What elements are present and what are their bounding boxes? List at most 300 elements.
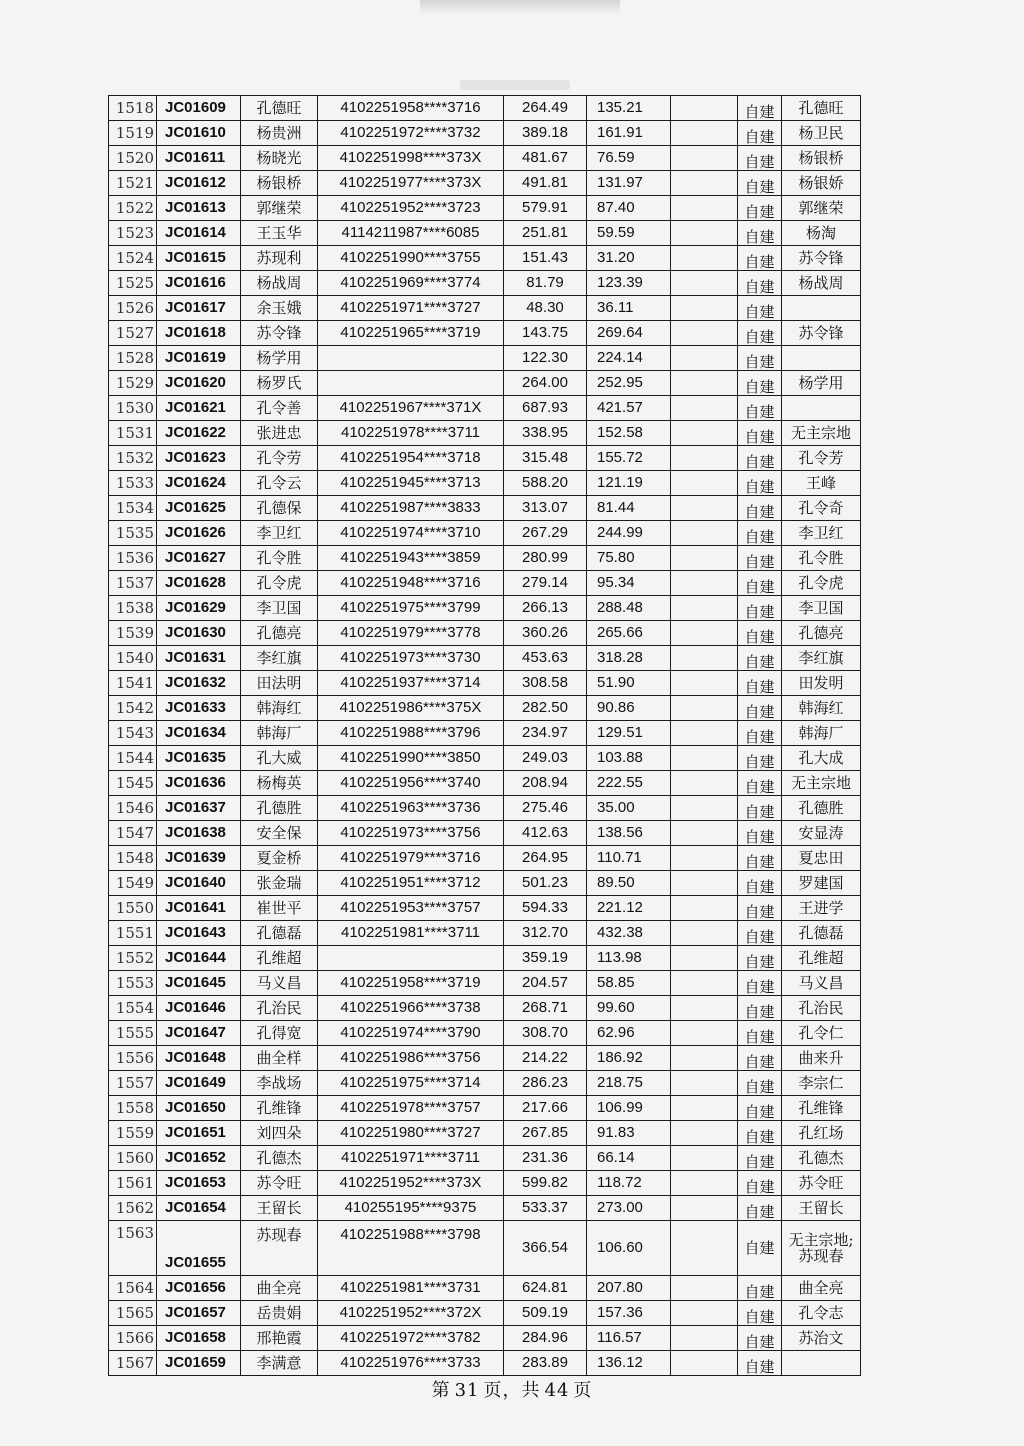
parcel-area: 231.36: [504, 1146, 587, 1171]
scan-shadow: [460, 80, 570, 90]
blank-cell: [671, 746, 738, 771]
table-row: [109, 896, 861, 921]
remark: 郭继荣: [782, 196, 861, 221]
parcel-code: JC01615: [157, 246, 241, 271]
construction-type: 自建: [738, 396, 782, 421]
row-number: 1564: [109, 1276, 157, 1301]
parcel-area: 266.13: [504, 596, 587, 621]
construction-type: 自建: [738, 1326, 782, 1351]
blank-cell: [671, 646, 738, 671]
blank-cell: [671, 496, 738, 521]
owner-name: 苏令旺: [241, 1171, 318, 1196]
row-number: 1537: [109, 571, 157, 596]
blank-cell: [671, 246, 738, 271]
blank-cell: [671, 471, 738, 496]
remark: 孔令胜: [782, 546, 861, 571]
table-row: [109, 446, 861, 471]
owner-name: 苏现春: [241, 1221, 318, 1276]
parcel-code: JC01645: [157, 971, 241, 996]
construction-type: 自建: [738, 596, 782, 621]
id-number: 4102251972****3782: [318, 1326, 504, 1351]
remark: 安显涛: [782, 821, 861, 846]
construction-type: 自建: [738, 196, 782, 221]
remark: 孔大成: [782, 746, 861, 771]
remark: 曲全亮: [782, 1276, 861, 1301]
row-number: 1536: [109, 546, 157, 571]
parcel-area: 268.71: [504, 996, 587, 1021]
id-number: 4102251948****3716: [318, 571, 504, 596]
table-row: [109, 571, 861, 596]
parcel-code: JC01648: [157, 1046, 241, 1071]
id-number: 4102251958****3716: [318, 96, 504, 121]
parcel-code: JC01653: [157, 1171, 241, 1196]
building-area: 123.39: [587, 271, 671, 296]
id-number: 4102251958****3719: [318, 971, 504, 996]
id-number: 4102251966****3738: [318, 996, 504, 1021]
parcel-area: 217.66: [504, 1096, 587, 1121]
construction-type: 自建: [738, 996, 782, 1021]
id-number: 4102251987****3833: [318, 496, 504, 521]
building-area: 432.38: [587, 921, 671, 946]
parcel-area: 251.81: [504, 221, 587, 246]
id-number: 4102251976****3733: [318, 1351, 504, 1376]
parcel-code: JC01614: [157, 221, 241, 246]
owner-name: 孔维锋: [241, 1096, 318, 1121]
table-row: [109, 371, 861, 396]
parcel-code: JC01616: [157, 271, 241, 296]
construction-type: 自建: [738, 1196, 782, 1221]
id-number: 4102251975****3799: [318, 596, 504, 621]
building-area: 59.59: [587, 221, 671, 246]
blank-cell: [671, 846, 738, 871]
id-number: 4102251954****3718: [318, 446, 504, 471]
remark: 李卫红: [782, 521, 861, 546]
table-row: [109, 221, 861, 246]
remark: 杨卫民: [782, 121, 861, 146]
row-number: 1559: [109, 1121, 157, 1146]
row-number: 1544: [109, 746, 157, 771]
parcel-code: JC01625: [157, 496, 241, 521]
remark: 杨银桥: [782, 146, 861, 171]
id-number: 4102251979****3778: [318, 621, 504, 646]
parcel-code: JC01631: [157, 646, 241, 671]
blank-cell: [671, 971, 738, 996]
parcel-area: 81.79: [504, 271, 587, 296]
building-area: 131.97: [587, 171, 671, 196]
id-number: 4102251972****3732: [318, 121, 504, 146]
building-area: 89.50: [587, 871, 671, 896]
owner-name: 曲全亮: [241, 1276, 318, 1301]
construction-type: 自建: [738, 1351, 782, 1376]
construction-type: 自建: [738, 821, 782, 846]
parcel-area: 282.50: [504, 696, 587, 721]
owner-name: 孔得宽: [241, 1021, 318, 1046]
remark: 杨战周: [782, 271, 861, 296]
owner-name: 王留长: [241, 1196, 318, 1221]
owner-name: 孔令云: [241, 471, 318, 496]
row-number: 1528: [109, 346, 157, 371]
remark: 韩海厂: [782, 721, 861, 746]
id-number: 410255195****9375: [318, 1196, 504, 1221]
blank-cell: [671, 696, 738, 721]
building-area: 244.99: [587, 521, 671, 546]
id-number: [318, 371, 504, 396]
parcel-area: 579.91: [504, 196, 587, 221]
remark: 苏令锋: [782, 321, 861, 346]
construction-type: 自建: [738, 271, 782, 296]
id-number: 4102251951****3712: [318, 871, 504, 896]
id-number: 4102251974****3790: [318, 1021, 504, 1046]
construction-type: 自建: [738, 1046, 782, 1071]
row-number: 1560: [109, 1146, 157, 1171]
construction-type: 自建: [738, 321, 782, 346]
row-number: 1551: [109, 921, 157, 946]
id-number: 4102251981****3711: [318, 921, 504, 946]
parcel-code: JC01620: [157, 371, 241, 396]
remark: 苏令旺: [782, 1171, 861, 1196]
parcel-code: JC01619: [157, 346, 241, 371]
id-number: 4102251943****3859: [318, 546, 504, 571]
parcel-area: 366.54: [504, 1221, 587, 1276]
row-number: 1534: [109, 496, 157, 521]
construction-type: 自建: [738, 1146, 782, 1171]
building-area: 99.60: [587, 996, 671, 1021]
id-number: 4102251981****3731: [318, 1276, 504, 1301]
row-number: 1526: [109, 296, 157, 321]
owner-name: 孔德胜: [241, 796, 318, 821]
parcel-area: 389.18: [504, 121, 587, 146]
owner-name: 崔世平: [241, 896, 318, 921]
table-row: [109, 596, 861, 621]
parcel-area: 501.23: [504, 871, 587, 896]
id-number: [318, 346, 504, 371]
blank-cell: [671, 221, 738, 246]
table-row: [109, 471, 861, 496]
parcel-code: JC01623: [157, 446, 241, 471]
row-number: 1550: [109, 896, 157, 921]
row-number: 1531: [109, 421, 157, 446]
owner-name: 李卫红: [241, 521, 318, 546]
construction-type: 自建: [738, 346, 782, 371]
table-row: [109, 771, 861, 796]
building-area: 75.80: [587, 546, 671, 571]
construction-type: 自建: [738, 1171, 782, 1196]
parcel-code: JC01643: [157, 921, 241, 946]
parcel-area: 312.70: [504, 921, 587, 946]
parcel-code: JC01618: [157, 321, 241, 346]
footer-prefix: 第: [431, 1380, 451, 1401]
blank-cell: [671, 346, 738, 371]
building-area: 288.48: [587, 596, 671, 621]
table-row: [109, 821, 861, 846]
building-area: 36.11: [587, 296, 671, 321]
row-number: 1561: [109, 1171, 157, 1196]
remark: 孔德胜: [782, 796, 861, 821]
parcel-code: JC01622: [157, 421, 241, 446]
parcel-area: 509.19: [504, 1301, 587, 1326]
blank-cell: [671, 946, 738, 971]
owner-name: 刘四朵: [241, 1121, 318, 1146]
owner-name: 安全保: [241, 821, 318, 846]
row-number: 1521: [109, 171, 157, 196]
blank-cell: [671, 296, 738, 321]
parcel-area: 264.49: [504, 96, 587, 121]
parcel-area: 279.14: [504, 571, 587, 596]
row-number: 1540: [109, 646, 157, 671]
remark: 孔德杰: [782, 1146, 861, 1171]
owner-name: 苏现利: [241, 246, 318, 271]
blank-cell: [671, 771, 738, 796]
construction-type: 自建: [738, 471, 782, 496]
owner-name: 杨晓光: [241, 146, 318, 171]
remark: [782, 1351, 861, 1376]
parcel-area: 267.85: [504, 1121, 587, 1146]
table-row: [109, 421, 861, 446]
building-area: 265.66: [587, 621, 671, 646]
parcel-code: JC01646: [157, 996, 241, 1021]
table-row: [109, 1221, 861, 1276]
remark: 孔维超: [782, 946, 861, 971]
parcel-area: 453.63: [504, 646, 587, 671]
building-area: 207.80: [587, 1276, 671, 1301]
construction-type: 自建: [738, 696, 782, 721]
table-row: [109, 1196, 861, 1221]
id-number: [318, 946, 504, 971]
parcel-code: JC01609: [157, 96, 241, 121]
remark: 孔令仁: [782, 1021, 861, 1046]
table-row: [109, 971, 861, 996]
table-row: [109, 121, 861, 146]
owner-name: 马义昌: [241, 971, 318, 996]
row-number: 1525: [109, 271, 157, 296]
building-area: 138.56: [587, 821, 671, 846]
owner-name: 杨贵洲: [241, 121, 318, 146]
blank-cell: [671, 671, 738, 696]
building-area: 155.72: [587, 446, 671, 471]
parcel-code: JC01637: [157, 796, 241, 821]
blank-cell: [671, 571, 738, 596]
construction-type: 自建: [738, 1071, 782, 1096]
owner-name: 李战场: [241, 1071, 318, 1096]
remark: 李红旗: [782, 646, 861, 671]
remark: 王留长: [782, 1196, 861, 1221]
id-number: 4102251973****3730: [318, 646, 504, 671]
construction-type: 自建: [738, 871, 782, 896]
page-footer: [0, 1376, 1024, 1402]
parcel-code: JC01634: [157, 721, 241, 746]
construction-type: 自建: [738, 221, 782, 246]
parcel-area: 533.37: [504, 1196, 587, 1221]
table-row: [109, 671, 861, 696]
blank-cell: [671, 196, 738, 221]
row-number: 1554: [109, 996, 157, 1021]
building-area: 90.86: [587, 696, 671, 721]
blank-cell: [671, 1096, 738, 1121]
blank-cell: [671, 521, 738, 546]
row-number: 1548: [109, 846, 157, 871]
row-number: 1566: [109, 1326, 157, 1351]
blank-cell: [671, 546, 738, 571]
building-area: 129.51: [587, 721, 671, 746]
blank-cell: [671, 821, 738, 846]
blank-cell: [671, 1276, 738, 1301]
blank-cell: [671, 596, 738, 621]
blank-cell: [671, 871, 738, 896]
building-area: 62.96: [587, 1021, 671, 1046]
remark: 韩海红: [782, 696, 861, 721]
owner-name: 孔德亮: [241, 621, 318, 646]
remark: [782, 346, 861, 371]
blank-cell: [671, 171, 738, 196]
footer-total-pages: 44: [544, 1380, 570, 1401]
blank-cell: [671, 1021, 738, 1046]
building-area: 51.90: [587, 671, 671, 696]
owner-name: 李红旗: [241, 646, 318, 671]
id-number: 4102251988****3798: [318, 1221, 504, 1276]
building-area: 118.72: [587, 1171, 671, 1196]
building-area: 81.44: [587, 496, 671, 521]
remark: 李卫国: [782, 596, 861, 621]
construction-type: 自建: [738, 496, 782, 521]
owner-name: 孔德磊: [241, 921, 318, 946]
construction-type: 自建: [738, 146, 782, 171]
blank-cell: [671, 271, 738, 296]
scan-shadow: [420, 0, 620, 14]
parcel-code: JC01629: [157, 596, 241, 621]
parcel-code: JC01649: [157, 1071, 241, 1096]
row-number: 1542: [109, 696, 157, 721]
parcel-code: JC01617: [157, 296, 241, 321]
construction-type: 自建: [738, 621, 782, 646]
id-number: 4102251967****371X: [318, 396, 504, 421]
row-number: 1520: [109, 146, 157, 171]
blank-cell: [671, 421, 738, 446]
owner-name: 张金瑞: [241, 871, 318, 896]
table-row: [109, 621, 861, 646]
table-row: [109, 646, 861, 671]
owner-name: 余玉娥: [241, 296, 318, 321]
table-row: [109, 346, 861, 371]
id-number: 4102251998****373X: [318, 146, 504, 171]
building-area: 252.95: [587, 371, 671, 396]
parcel-area: 151.43: [504, 246, 587, 271]
owner-name: 邢艳霞: [241, 1326, 318, 1351]
parcel-area: 313.07: [504, 496, 587, 521]
remark: 夏忠田: [782, 846, 861, 871]
table-row: [109, 696, 861, 721]
building-area: 157.36: [587, 1301, 671, 1326]
building-area: 58.85: [587, 971, 671, 996]
owner-name: 韩海厂: [241, 721, 318, 746]
table-row: [109, 996, 861, 1021]
construction-type: 自建: [738, 846, 782, 871]
remark: 田发明: [782, 671, 861, 696]
id-number: 4102251937****3714: [318, 671, 504, 696]
id-number: 4114211987****6085: [318, 221, 504, 246]
blank-cell: [671, 96, 738, 121]
parcel-area: 284.96: [504, 1326, 587, 1351]
blank-cell: [671, 1351, 738, 1376]
table-row: [109, 171, 861, 196]
id-number: 4102251956****3740: [318, 771, 504, 796]
remark: 孔令芳: [782, 446, 861, 471]
row-number: 1541: [109, 671, 157, 696]
row-number: 1555: [109, 1021, 157, 1046]
building-area: 224.14: [587, 346, 671, 371]
table-row: [109, 1326, 861, 1351]
construction-type: 自建: [738, 1301, 782, 1326]
row-number: 1532: [109, 446, 157, 471]
parcel-area: 283.89: [504, 1351, 587, 1376]
remark: 孔德亮: [782, 621, 861, 646]
id-number: 4102251978****3757: [318, 1096, 504, 1121]
parcel-area: 264.95: [504, 846, 587, 871]
row-number: 1518: [109, 96, 157, 121]
construction-type: 自建: [738, 921, 782, 946]
parcel-area: 491.81: [504, 171, 587, 196]
building-area: 152.58: [587, 421, 671, 446]
building-area: 221.12: [587, 896, 671, 921]
blank-cell: [671, 1121, 738, 1146]
parcel-area: 412.63: [504, 821, 587, 846]
parcel-area: 286.23: [504, 1071, 587, 1096]
row-number: 1562: [109, 1196, 157, 1221]
id-number: 4102251990****3755: [318, 246, 504, 271]
blank-cell: [671, 1046, 738, 1071]
parcel-area: 359.19: [504, 946, 587, 971]
blank-cell: [671, 321, 738, 346]
id-number: 4102251971****3711: [318, 1146, 504, 1171]
parcel-code: JC01611: [157, 146, 241, 171]
row-number: 1546: [109, 796, 157, 821]
parcel-code: JC01652: [157, 1146, 241, 1171]
row-number: 1524: [109, 246, 157, 271]
row-number: 1549: [109, 871, 157, 896]
table-row: [109, 271, 861, 296]
table-row: [109, 1171, 861, 1196]
building-area: 106.60: [587, 1221, 671, 1276]
owner-name: 王玉华: [241, 221, 318, 246]
remark: 王峰: [782, 471, 861, 496]
building-area: 76.59: [587, 146, 671, 171]
id-number: 4102251952****3723: [318, 196, 504, 221]
parcel-code: JC01624: [157, 471, 241, 496]
parcel-code: JC01636: [157, 771, 241, 796]
id-number: 4102251971****3727: [318, 296, 504, 321]
owner-name: 杨战周: [241, 271, 318, 296]
id-number: 4102251973****3756: [318, 821, 504, 846]
row-number: 1538: [109, 596, 157, 621]
owner-name: 苏令锋: [241, 321, 318, 346]
table-row: [109, 321, 861, 346]
parcel-area: 234.97: [504, 721, 587, 746]
parcel-area: 687.93: [504, 396, 587, 421]
building-area: 135.21: [587, 96, 671, 121]
owner-name: 田法明: [241, 671, 318, 696]
blank-cell: [671, 1301, 738, 1326]
owner-name: 曲全样: [241, 1046, 318, 1071]
row-number: 1556: [109, 1046, 157, 1071]
remark: 无主宗地: [782, 771, 861, 796]
building-area: 318.28: [587, 646, 671, 671]
table-row: [109, 946, 861, 971]
remark: 苏令锋: [782, 246, 861, 271]
table-row: [109, 796, 861, 821]
parcel-code: JC01628: [157, 571, 241, 596]
construction-type: 自建: [738, 721, 782, 746]
table-row: [109, 546, 861, 571]
remark: 马义昌: [782, 971, 861, 996]
